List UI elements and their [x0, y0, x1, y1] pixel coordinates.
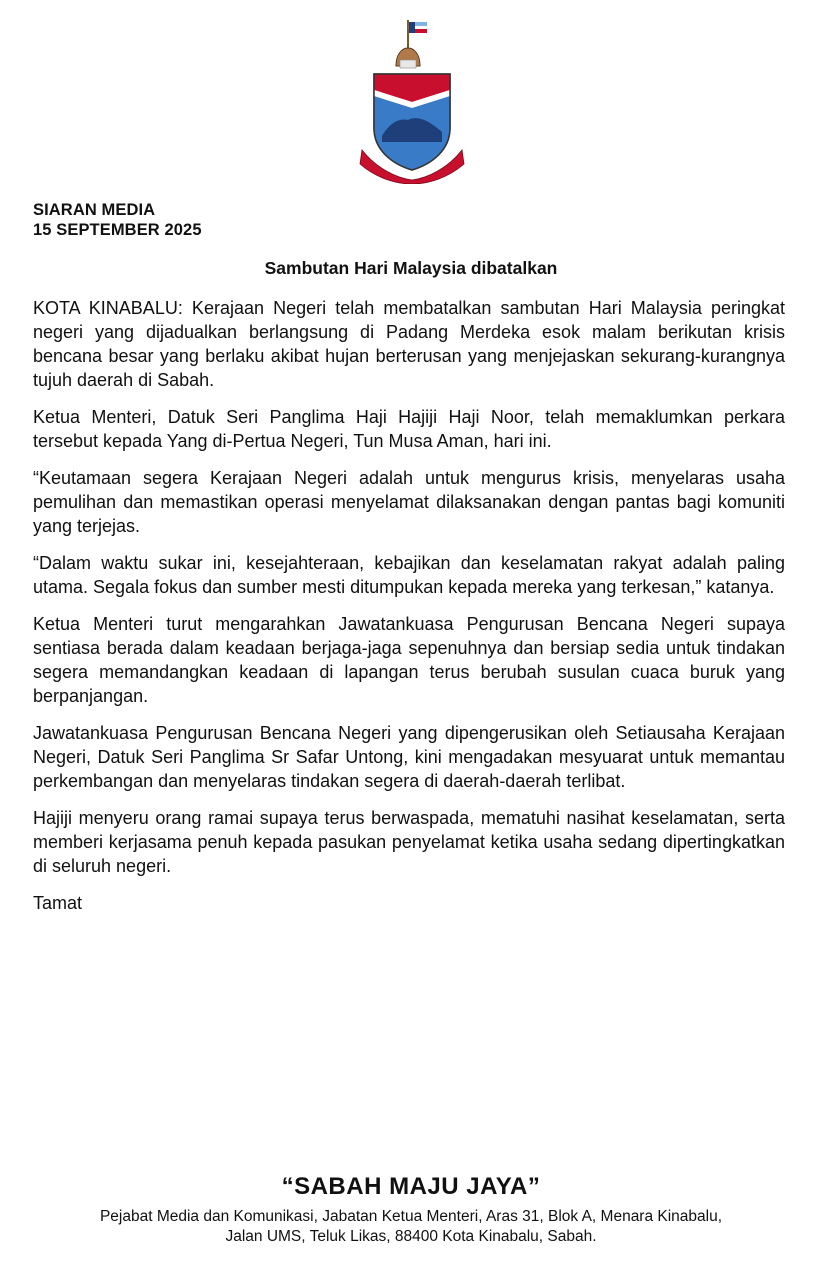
sabah-crest-logo [356, 18, 468, 184]
paragraph: Ketua Menteri turut mengarahkan Jawatankuasa Pengurusan Bencana Negeri supaya sentiasa berada dalam keadaan berjaga-jaga sepenuhnya dan bersiap sedia untuk tindakan segera memandangkan keadaan di lapangan terus berubah susulan cuaca buruk yang berpanjangan. [33, 614, 785, 706]
paragraph: “Keutamaan segera Kerajaan Negeri adalah untuk mengurus krisis, menyelaras usaha pemulihan dan memastikan operasi menyelamat dilaksanakan dengan pantas bagi komuniti yang terjejas. [33, 468, 785, 536]
footer-slogan: “SABAH MAJU JAYA” [281, 1173, 541, 1200]
press-release-body [33, 296, 785, 928]
release-label: SIARAN MEDIA [33, 201, 156, 219]
release-date: 15 SEPTEMBER 2025 [33, 221, 202, 239]
footer-address-line-2: Jalan UMS, Teluk Likas, 88400 Kota Kinabalu, Sabah. [225, 1228, 597, 1245]
paragraph: Jawatankuasa Pengurusan Bencana Negeri yang dipengerusikan oleh Setiausaha Kerajaan Negeri, Datuk Seri Panglima Sr Safar Untong, kini mengadakan mesyuarat untuk memantau perkembangan dan menyelaras tindakan segera di daerah-daerah terlibat. [33, 723, 785, 791]
paragraph: KOTA KINABALU: Kerajaan Negeri telah membatalkan sambutan Hari Malaysia peringkat negeri yang dijadualkan berlangsung di Padang Merdeka esok malam berikutan krisis bencana besar yang berlaku akibat hujan berterusan yang menjejaskan sekurang-kurangnya tujuh daerah di Sabah. [33, 298, 785, 390]
media-release-header [33, 200, 202, 240]
press-release-title: Sambutan Hari Malaysia dibatalkan [264, 258, 558, 278]
paragraph: “Dalam waktu sukar ini, kesejahteraan, kebajikan dan keselamatan rakyat adalah paling utama. Segala fokus dan sumber mesti ditumpukan kepada mereka yang terkesan,” katanya. [33, 553, 785, 597]
paragraph: Ketua Menteri, Datuk Seri Panglima Haji Hajiji Haji Noor, telah memaklumkan perkara tersebut kepada Yang di-Pertua Negeri, Tun Musa Aman, hari ini. [33, 407, 785, 451]
paragraph: Hajiji menyeru orang ramai supaya terus berwaspada, mematuhi nasihat keselamatan, serta memberi kerjasama penuh kepada pasukan penyelamat ketika usaha sedang dipertingkatkan di seluruh negeri. [33, 808, 785, 876]
footer-address-line-1: Pejabat Media dan Komunikasi, Jabatan Ketua Menteri, Aras 31, Blok A, Menara Kinabalu, [99, 1208, 723, 1225]
closing-word: Tamat [33, 893, 83, 913]
page-footer [0, 1173, 822, 1247]
